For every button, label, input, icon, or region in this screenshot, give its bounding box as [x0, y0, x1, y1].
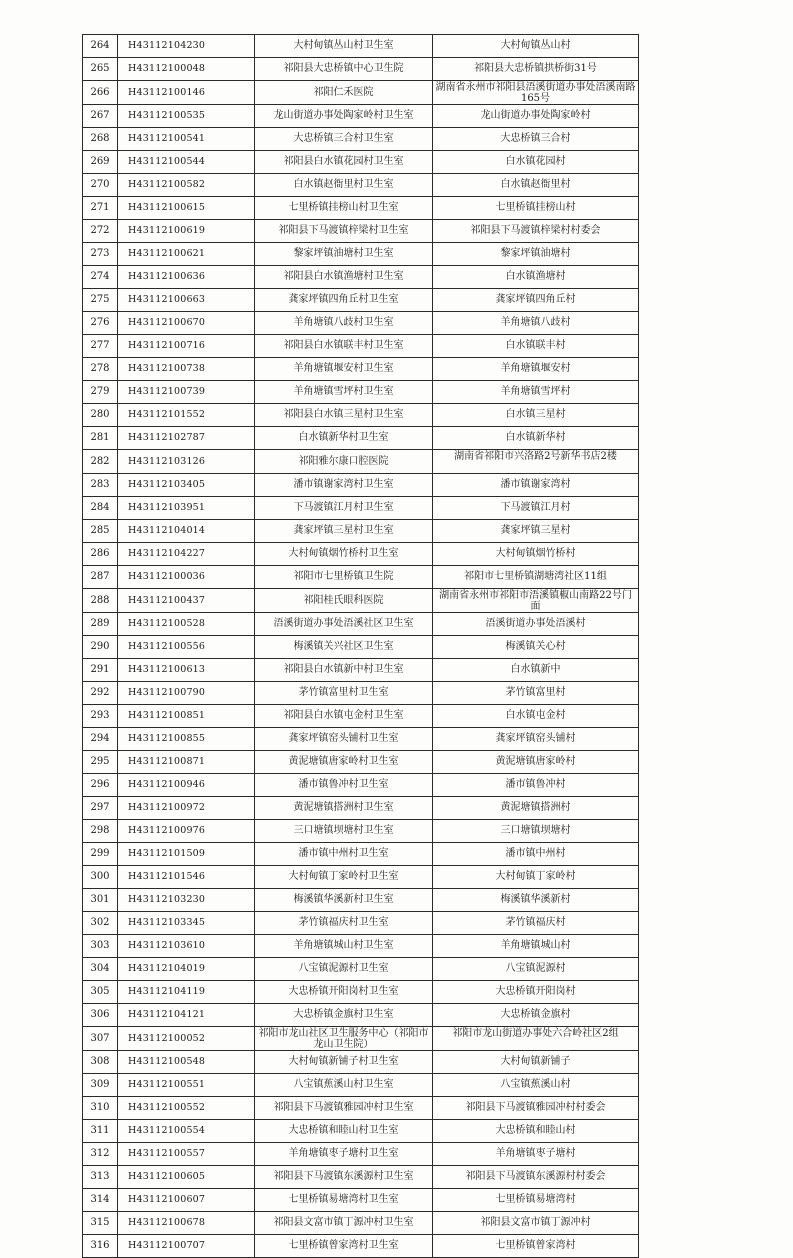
- table-row: [83, 58, 639, 81]
- facility-name: 黄泥塘镇搭洲村卫生室: [255, 797, 433, 820]
- row-number: 271: [83, 197, 118, 220]
- row-number: 315: [83, 1212, 118, 1235]
- table-row: [83, 1004, 639, 1027]
- facility-address: 大村甸镇丛山村: [433, 35, 639, 58]
- facility-name: 大村甸镇新铺子村卫生室: [255, 1051, 433, 1074]
- facility-code: H43112100554: [118, 1120, 255, 1143]
- facility-code: H43112100976: [118, 820, 255, 843]
- table-row: [83, 358, 639, 381]
- facility-code: H43112101509: [118, 843, 255, 866]
- facility-code: H43112100052: [118, 1027, 255, 1051]
- facility-address: 祁阳县下马渡镇东溪源村村委会: [433, 1166, 639, 1189]
- facility-address: 黄泥塘镇搭洲村: [433, 797, 639, 820]
- facility-address: 白水镇花园村: [433, 151, 639, 174]
- facility-code: H43112100528: [118, 613, 255, 636]
- table-row: [83, 912, 639, 935]
- facility-address: 大忠桥镇开阳岗村: [433, 981, 639, 1004]
- table-row: [83, 1097, 639, 1120]
- facility-name: 龚家坪镇四角丘村卫生室: [255, 289, 433, 312]
- table-row: [83, 520, 639, 543]
- table-row: [83, 1212, 639, 1235]
- facility-code: H43112104227: [118, 543, 255, 566]
- row-number: 268: [83, 128, 118, 151]
- facility-code: H43112100716: [118, 335, 255, 358]
- facility-code: H43112100615: [118, 197, 255, 220]
- facility-address: 龚家坪镇三星村: [433, 520, 639, 543]
- facility-code: H43112103405: [118, 474, 255, 497]
- facility-code: H43112101552: [118, 404, 255, 427]
- row-number: 287: [83, 566, 118, 589]
- row-number: 294: [83, 728, 118, 751]
- facility-address: 大村甸镇新铺子: [433, 1051, 639, 1074]
- facility-name: 黄泥塘镇唐家岭村卫生室: [255, 751, 433, 774]
- table-row: [83, 1143, 639, 1166]
- facility-name: 羊角塘镇堰安村卫生室: [255, 358, 433, 381]
- table-row: [83, 1235, 639, 1258]
- facility-code: H43112100535: [118, 105, 255, 128]
- facility-code: H43112100048: [118, 58, 255, 81]
- row-number: 272: [83, 220, 118, 243]
- row-number: 285: [83, 520, 118, 543]
- facility-address: 潘市镇中州村: [433, 843, 639, 866]
- table-row: [83, 589, 639, 613]
- facility-name: 祁阳县白水镇三星村卫生室: [255, 404, 433, 427]
- facility-address: 浯溪街道办事处浯溪村: [433, 613, 639, 636]
- table-row: [83, 105, 639, 128]
- facility-address: 七里桥镇易塘湾村: [433, 1189, 639, 1212]
- facility-address: 大忠桥镇三合村: [433, 128, 639, 151]
- table-row: [83, 474, 639, 497]
- facility-address: 七里桥镇曾家湾村: [433, 1235, 639, 1258]
- facility-name: 潘市镇谢家湾村卫生室: [255, 474, 433, 497]
- facility-name: 大村甸镇烟竹桥村卫生室: [255, 543, 433, 566]
- row-number: 311: [83, 1120, 118, 1143]
- facility-code: H43112100552: [118, 1097, 255, 1120]
- facility-code: H43112100790: [118, 682, 255, 705]
- row-number: 276: [83, 312, 118, 335]
- facility-name: 祁阳桂氏眼科医院: [255, 589, 433, 613]
- table-row: [83, 35, 639, 58]
- facility-code: H43112100621: [118, 243, 255, 266]
- facility-name: 羊角塘镇城山村卫生室: [255, 935, 433, 958]
- facility-address: 湖南省永州市祁阳市浯溪镇椒山南路22号门面: [433, 589, 639, 613]
- facility-code: H43112101546: [118, 866, 255, 889]
- facility-code: H43112104019: [118, 958, 255, 981]
- facility-name: 七里桥镇易塘湾村卫生室: [255, 1189, 433, 1212]
- row-number: 273: [83, 243, 118, 266]
- facility-address: 潘市镇谢家湾村: [433, 474, 639, 497]
- row-number: 291: [83, 659, 118, 682]
- row-number: 293: [83, 705, 118, 728]
- facility-name: 羊角塘镇雪坪村卫生室: [255, 381, 433, 404]
- facility-address: 八宝镇蕉溪山村: [433, 1074, 639, 1097]
- facility-code: H43112100851: [118, 705, 255, 728]
- facility-address: 羊角塘镇雪坪村: [433, 381, 639, 404]
- facility-name: 大村甸镇丛山村卫生室: [255, 35, 433, 58]
- row-number: 266: [83, 81, 118, 105]
- table-row: [83, 1027, 639, 1051]
- facility-name: 茅竹镇富里村卫生室: [255, 682, 433, 705]
- table-row: [83, 1051, 639, 1074]
- facility-code: H43112100663: [118, 289, 255, 312]
- facility-name: 祁阳县白水镇渔塘村卫生室: [255, 266, 433, 289]
- facility-name: 祁阳县下马渡镇雅园冲村卫生室: [255, 1097, 433, 1120]
- facility-address: 潘市镇鲁冲村: [433, 774, 639, 797]
- table-row: [83, 404, 639, 427]
- table-row: [83, 543, 639, 566]
- table-row: [83, 289, 639, 312]
- facility-address: 湖南省永州市祁阳县浯溪街道办事处浯溪南路165号: [433, 81, 639, 105]
- table-row: [83, 220, 639, 243]
- row-number: 288: [83, 589, 118, 613]
- row-number: 281: [83, 427, 118, 450]
- facility-address: 龙山街道办事处陶家岭村: [433, 105, 639, 128]
- row-number: 284: [83, 497, 118, 520]
- facility-address: 白水镇新华村: [433, 427, 639, 450]
- facility-name: 祁阳仁禾医院: [255, 81, 433, 105]
- facility-code: H43112102787: [118, 427, 255, 450]
- facility-name: 八宝镇泥源村卫生室: [255, 958, 433, 981]
- facility-code: H43112100556: [118, 636, 255, 659]
- row-number: 312: [83, 1143, 118, 1166]
- row-number: 290: [83, 636, 118, 659]
- facility-address: 湖南省祁阳市兴洛路2号新华书店2楼: [433, 450, 639, 474]
- facility-name: 下马渡镇江月村卫生室: [255, 497, 433, 520]
- facility-code: H43112100738: [118, 358, 255, 381]
- row-number: 282: [83, 450, 118, 474]
- facility-table: [82, 34, 639, 1258]
- row-number: 314: [83, 1189, 118, 1212]
- table-row: [83, 751, 639, 774]
- row-number: 270: [83, 174, 118, 197]
- facility-address: 大忠桥镇金旗村: [433, 1004, 639, 1027]
- facility-address: 祁阳县大忠桥镇拱桥街31号: [433, 58, 639, 81]
- facility-address: 大忠桥镇和睦山村: [433, 1120, 639, 1143]
- table-row: [83, 797, 639, 820]
- row-number: 306: [83, 1004, 118, 1027]
- facility-name: 祁阳县白水镇新中村卫生室: [255, 659, 433, 682]
- facility-address: 祁阳市龙山街道办事处六合岭社区2组: [433, 1027, 639, 1051]
- row-number: 274: [83, 266, 118, 289]
- row-number: 279: [83, 381, 118, 404]
- facility-name: 龙山街道办事处陶家岭村卫生室: [255, 105, 433, 128]
- table-row: [83, 312, 639, 335]
- facility-code: H43112100544: [118, 151, 255, 174]
- facility-code: H43112100551: [118, 1074, 255, 1097]
- facility-address: 白水镇屯金村: [433, 705, 639, 728]
- facility-name: 祁阳县下马渡镇东溪源村卫生室: [255, 1166, 433, 1189]
- facility-address: 黄泥塘镇唐家岭村: [433, 751, 639, 774]
- facility-code: H43112100613: [118, 659, 255, 682]
- facility-name: 八宝镇蕉溪山村卫生室: [255, 1074, 433, 1097]
- table-row: [83, 197, 639, 220]
- table-row: [83, 682, 639, 705]
- table-row: [83, 889, 639, 912]
- facility-code: H43112100036: [118, 566, 255, 589]
- facility-code: H43112103345: [118, 912, 255, 935]
- facility-code: H43112100707: [118, 1235, 255, 1258]
- facility-name: 三口塘镇坝塘村卫生室: [255, 820, 433, 843]
- facility-name: 祁阳县白水镇屯金村卫生室: [255, 705, 433, 728]
- facility-address: 祁阳县文富市镇丁源冲村: [433, 1212, 639, 1235]
- facility-address: 白水镇联丰村: [433, 335, 639, 358]
- facility-code: H43112100541: [118, 128, 255, 151]
- table-row: [83, 1189, 639, 1212]
- table-row: [83, 1166, 639, 1189]
- facility-address: 白水镇新中: [433, 659, 639, 682]
- table-row: [83, 820, 639, 843]
- facility-table-body: [83, 35, 639, 1258]
- facility-code: H43112100636: [118, 266, 255, 289]
- table-row: [83, 381, 639, 404]
- facility-address: 三口塘镇坝塘村: [433, 820, 639, 843]
- table-row: [83, 243, 639, 266]
- facility-name: 大村甸镇丁家岭村卫生室: [255, 866, 433, 889]
- table-row: [83, 981, 639, 1004]
- facility-name: 大忠桥镇和睦山村卫生室: [255, 1120, 433, 1143]
- facility-address: 羊角塘镇枣子塘村: [433, 1143, 639, 1166]
- facility-code: H43112100619: [118, 220, 255, 243]
- facility-name: 浯溪街道办事处浯溪社区卫生室: [255, 613, 433, 636]
- facility-code: H43112103230: [118, 889, 255, 912]
- facility-code: H43112104121: [118, 1004, 255, 1027]
- row-number: 297: [83, 797, 118, 820]
- facility-code: H43112100678: [118, 1212, 255, 1235]
- facility-name: 祁阳县大忠桥镇中心卫生院: [255, 58, 433, 81]
- table-row: [83, 566, 639, 589]
- row-number: 309: [83, 1074, 118, 1097]
- table-row: [83, 497, 639, 520]
- facility-code: H43112100437: [118, 589, 255, 613]
- facility-code: H43112104230: [118, 35, 255, 58]
- table-row: [83, 705, 639, 728]
- row-number: 296: [83, 774, 118, 797]
- facility-code: H43112103951: [118, 497, 255, 520]
- facility-address: 白水镇赵衙里村: [433, 174, 639, 197]
- facility-name: 祁阳市七里桥镇卫生院: [255, 566, 433, 589]
- facility-address: 黎家坪镇油塘村: [433, 243, 639, 266]
- facility-name: 七里桥镇挂榜山村卫生室: [255, 197, 433, 220]
- facility-code: H43112100946: [118, 774, 255, 797]
- row-number: 308: [83, 1051, 118, 1074]
- table-row: [83, 843, 639, 866]
- facility-name: 龚家坪镇三星村卫生室: [255, 520, 433, 543]
- facility-code: H43112100607: [118, 1189, 255, 1212]
- table-row: [83, 636, 639, 659]
- facility-name: 祁阳县白水镇花园村卫生室: [255, 151, 433, 174]
- facility-address: 祁阳市七里桥镇湖塘湾社区11组: [433, 566, 639, 589]
- row-number: 307: [83, 1027, 118, 1051]
- table-row: [83, 935, 639, 958]
- table-row: [83, 266, 639, 289]
- row-number: 299: [83, 843, 118, 866]
- facility-address: 梅溪镇华溪新村: [433, 889, 639, 912]
- row-number: 289: [83, 613, 118, 636]
- table-row: [83, 427, 639, 450]
- facility-code: H43112100548: [118, 1051, 255, 1074]
- row-number: 278: [83, 358, 118, 381]
- row-number: 283: [83, 474, 118, 497]
- facility-name: 祁阳县白水镇联丰村卫生室: [255, 335, 433, 358]
- facility-address: 白水镇三星村: [433, 404, 639, 427]
- row-number: 292: [83, 682, 118, 705]
- facility-name: 大忠桥镇开阳岗村卫生室: [255, 981, 433, 1004]
- table-row: [83, 1120, 639, 1143]
- row-number: 298: [83, 820, 118, 843]
- facility-address: 龚家坪镇窑头铺村: [433, 728, 639, 751]
- facility-code: H43112100871: [118, 751, 255, 774]
- row-number: 264: [83, 35, 118, 58]
- row-number: 316: [83, 1235, 118, 1258]
- table-row: [83, 774, 639, 797]
- row-number: 295: [83, 751, 118, 774]
- facility-address: 祁阳县下马渡镇梓梁村村委会: [433, 220, 639, 243]
- facility-code: H43112100972: [118, 797, 255, 820]
- facility-name: 祁阳雅尔康口腔医院: [255, 450, 433, 474]
- row-number: 269: [83, 151, 118, 174]
- row-number: 300: [83, 866, 118, 889]
- table-row: [83, 151, 639, 174]
- facility-address: 大村甸镇丁家岭村: [433, 866, 639, 889]
- facility-code: H43112100670: [118, 312, 255, 335]
- row-number: 304: [83, 958, 118, 981]
- row-number: 301: [83, 889, 118, 912]
- facility-code: H43112100739: [118, 381, 255, 404]
- facility-name: 七里桥镇曾家湾村卫生室: [255, 1235, 433, 1258]
- row-number: 305: [83, 981, 118, 1004]
- facility-code: H43112104014: [118, 520, 255, 543]
- row-number: 310: [83, 1097, 118, 1120]
- facility-name: 梅溪镇关兴社区卫生室: [255, 636, 433, 659]
- facility-address: 梅溪镇关心村: [433, 636, 639, 659]
- facility-address: 七里桥镇挂榜山村: [433, 197, 639, 220]
- row-number: 275: [83, 289, 118, 312]
- facility-name: 潘市镇鲁冲村卫生室: [255, 774, 433, 797]
- table-row: [83, 1074, 639, 1097]
- facility-code: H43112100557: [118, 1143, 255, 1166]
- facility-code: H43112104119: [118, 981, 255, 1004]
- table-row: [83, 958, 639, 981]
- facility-code: H43112100582: [118, 174, 255, 197]
- facility-code: H43112100855: [118, 728, 255, 751]
- facility-name: 潘市镇中州村卫生室: [255, 843, 433, 866]
- facility-address: 下马渡镇江月村: [433, 497, 639, 520]
- table-row: [83, 728, 639, 751]
- table-row: [83, 866, 639, 889]
- facility-name: 白水镇赵衙里村卫生室: [255, 174, 433, 197]
- facility-name: 大忠桥镇金旗村卫生室: [255, 1004, 433, 1027]
- facility-code: H43112100146: [118, 81, 255, 105]
- document-page: [82, 34, 639, 1258]
- facility-address: 祁阳县下马渡镇雅园冲村村委会: [433, 1097, 639, 1120]
- row-number: 277: [83, 335, 118, 358]
- facility-address: 大村甸镇烟竹桥村: [433, 543, 639, 566]
- table-row: [83, 128, 639, 151]
- row-number: 267: [83, 105, 118, 128]
- facility-address: 羊角塘镇八歧村: [433, 312, 639, 335]
- facility-name: 羊角塘镇八歧村卫生室: [255, 312, 433, 335]
- table-row: [83, 174, 639, 197]
- facility-name: 大忠桥镇三合村卫生室: [255, 128, 433, 151]
- facility-address: 羊角塘镇城山村: [433, 935, 639, 958]
- row-number: 280: [83, 404, 118, 427]
- row-number: 265: [83, 58, 118, 81]
- facility-code: H43112103126: [118, 450, 255, 474]
- facility-address: 茅竹镇富里村: [433, 682, 639, 705]
- facility-address: 白水镇渔塘村: [433, 266, 639, 289]
- facility-address: 茅竹镇福庆村: [433, 912, 639, 935]
- table-row: [83, 613, 639, 636]
- row-number: 286: [83, 543, 118, 566]
- facility-name: 龚家坪镇窑头铺村卫生室: [255, 728, 433, 751]
- facility-name: 祁阳市龙山社区卫生服务中心（祁阳市龙山卫生院）: [255, 1027, 433, 1051]
- facility-name: 白水镇新华村卫生室: [255, 427, 433, 450]
- facility-name: 祁阳县文富市镇丁源冲村卫生室: [255, 1212, 433, 1235]
- facility-address: 八宝镇泥源村: [433, 958, 639, 981]
- table-row: [83, 450, 639, 474]
- table-row: [83, 335, 639, 358]
- facility-name: 黎家坪镇油塘村卫生室: [255, 243, 433, 266]
- facility-name: 羊角塘镇枣子塘村卫生室: [255, 1143, 433, 1166]
- table-row: [83, 659, 639, 682]
- facility-name: 茅竹镇福庆村卫生室: [255, 912, 433, 935]
- facility-address: 龚家坪镇四角丘村: [433, 289, 639, 312]
- row-number: 303: [83, 935, 118, 958]
- row-number: 302: [83, 912, 118, 935]
- facility-name: 祁阳县下马渡镇梓梁村卫生室: [255, 220, 433, 243]
- facility-address: 羊角塘镇堰安村: [433, 358, 639, 381]
- facility-code: H43112100605: [118, 1166, 255, 1189]
- row-number: 313: [83, 1166, 118, 1189]
- facility-code: H43112103610: [118, 935, 255, 958]
- facility-name: 梅溪镇华溪新村卫生室: [255, 889, 433, 912]
- table-row: [83, 81, 639, 105]
